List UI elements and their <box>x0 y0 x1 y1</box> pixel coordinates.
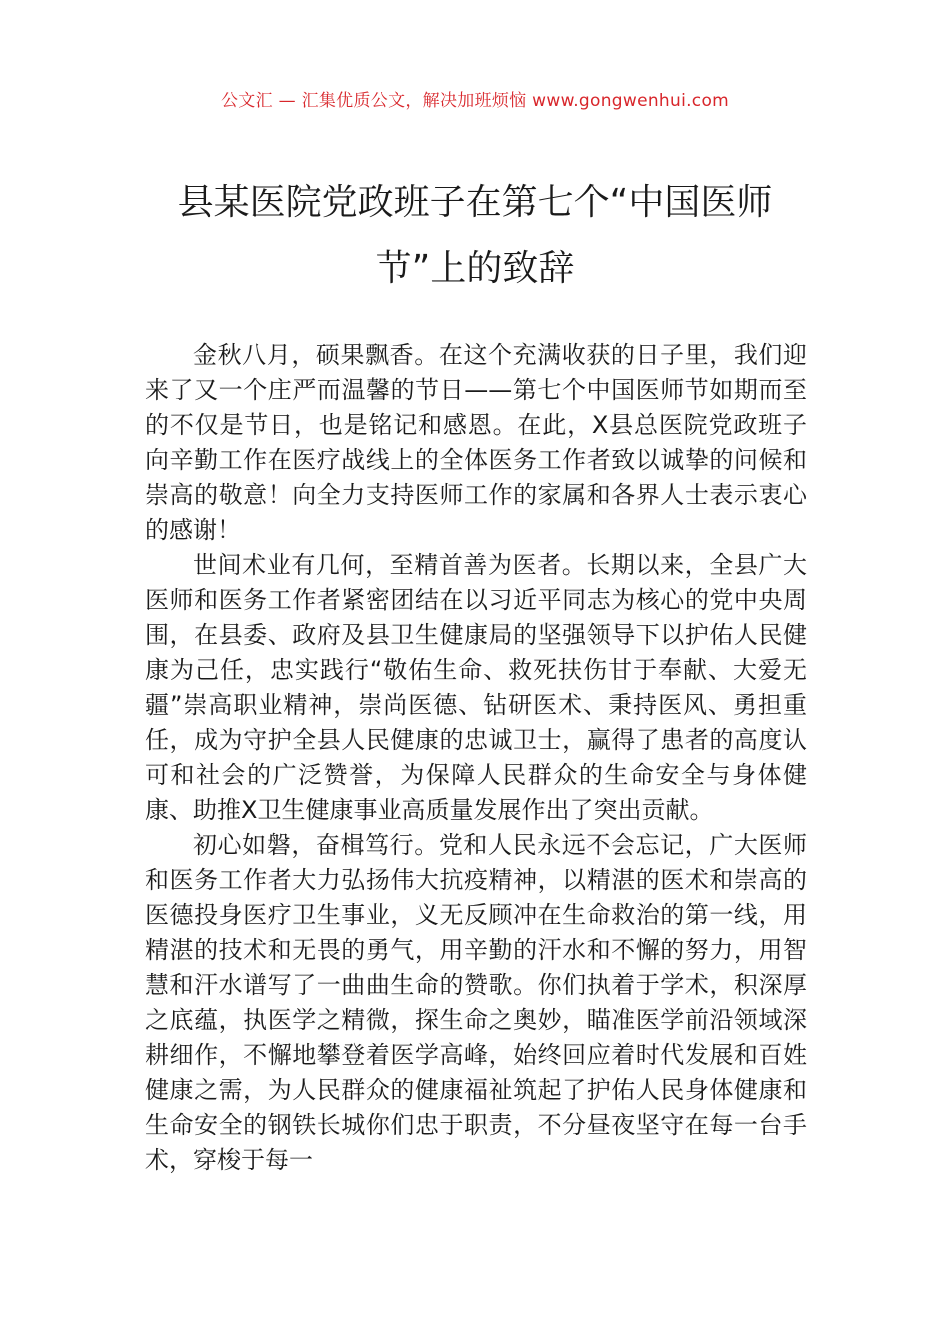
title-line-1: 县某医院党政班子在第七个“中国医师 <box>177 182 773 223</box>
paragraph: 金秋八月，硕果飘香。在这个充满收获的日子里，我们迎来了又一个庄严而温馨的节日——第七个中国医师节如期而至的不仅是节日，也是铭记和感恩。在此，X县总医院党政班子向辛勤工作在医疗战线上的全体医务工作者致以诚挚的问候和崇高的敬意！向全力支持医师工作的家属和各界人士表示衷心的感谢！ <box>145 341 807 544</box>
title-line-2: 节”上的致辞 <box>375 248 575 289</box>
document-title <box>140 170 810 302</box>
site-banner[interactable]: 公文汇 — 汇集优质公文，解决加班烦恼 www.gongwenhui.com <box>220 91 730 111</box>
paragraph: 世间术业有几何，至精首善为医者。长期以来，全县广大医师和医务工作者紧密团结在以习近平同志为核心的党中央周围，在县委、政府及县卫生健康局的坚强领导下以护佑人民健康为己任，忠实践行“敬佑生命、救死扶伤甘于奉献、大爱无疆”崇高职业精神，崇尚医德、钻研医术、秉持医风、勇担重任，成为守护全县人民健康的忠诚卫士，赢得了患者的高度认可和社会的广泛赞誉，为保障人民群众的生命安全与身体健康、助推X卫生健康事业高质量发展作出了突出贡献。 <box>145 551 807 824</box>
paragraph: 初心如磐，奋楫笃行。党和人民永远不会忘记，广大医师和医务工作者大力弘扬伟大抗疫精神，以精湛的医术和崇高的医德投身医疗卫生事业，义无反顾冲在生命救治的第一线，用精湛的技术和无畏的勇气，用辛勤的汗水和不懈的努力，用智慧和汗水谱写了一曲曲生命的赞歌。你们执着于学术，积深厚之底蕴，执医学之精微，探生命之奥妙，瞄准医学前沿领域深耕细作，不懈地攀登着医学高峰，始终回应着时代发展和百姓健康之需，为人民群众的健康福祉筑起了护佑人民身体健康和生命安全的钢铁长城你们忠于职责，不分昼夜坚守在每一台手术，穿梭于每一 <box>145 831 807 1174</box>
document-body <box>145 338 807 1178</box>
